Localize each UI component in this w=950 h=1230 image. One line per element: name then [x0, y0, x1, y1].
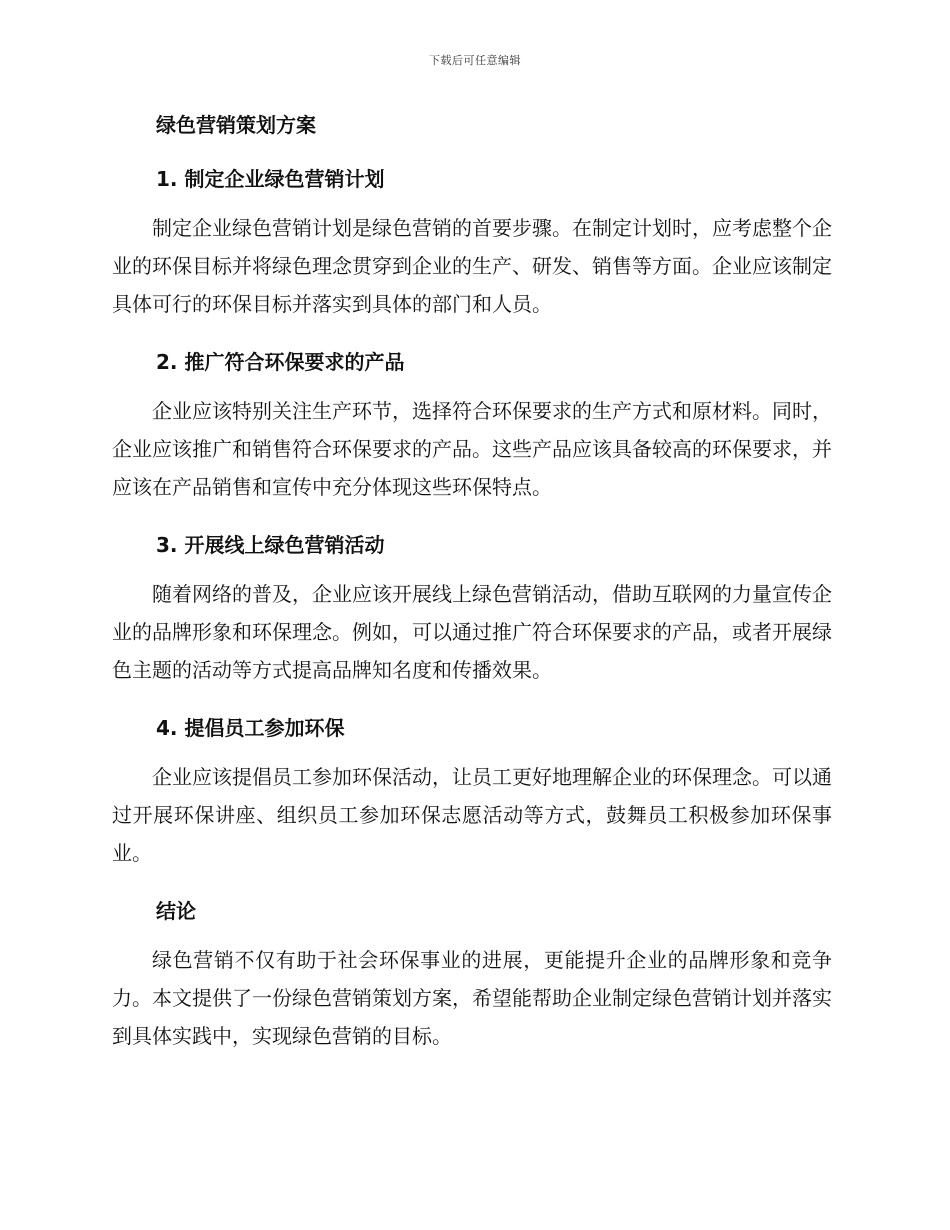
document-title: 绿色营销策划方案: [156, 113, 316, 137]
section-paragraph: 企业应该提倡员工参加环保活动，让员工更好地理解企业的环保理念。可以通过开展环保讲座、组织员工参加环保志愿活动等方式，鼓舞员工积极参加环保事业。: [112, 765, 832, 865]
section-heading: 3. 开展线上绿色营销活动: [156, 533, 385, 557]
document-body: [112, 110, 832, 1055]
page-header-note: 下载后可任意编辑: [429, 54, 521, 67]
section-heading: 2. 推广符合环保要求的产品: [156, 350, 405, 374]
section-paragraph: 企业应该特别关注生产环节，选择符合环保要求的生产方式和原材料。同时，企业应该推广和销售符合环保要求的产品。这些产品应该具备较高的环保要求，并应该在产品销售和宣传中充分体现这些环保特点。: [112, 399, 832, 499]
section-paragraph: 制定企业绿色营销计划是绿色营销的首要步骤。在制定计划时，应考虑整个企业的环保目标并将绿色理念贯穿到企业的生产、研发、销售等方面。企业应该制定具体可行的环保目标并落实到具体的部门和人员。: [112, 216, 832, 316]
section-paragraph: 随着网络的普及，企业应该开展线上绿色营销活动，借助互联网的力量宣传企业的品牌形象和环保理念。例如，可以通过推广符合环保要求的产品，或者开展绿色主题的活动等方式提高品牌知名度和传播效果。: [112, 582, 832, 682]
conclusion-paragraph: 绿色营销不仅有助于社会环保事业的进展，更能提升企业的品牌形象和竞争力。本文提供了一份绿色营销策划方案，希望能帮助企业制定绿色营销计划并落实到具体实践中，实现绿色营销的目标。: [112, 948, 832, 1048]
conclusion-heading: 结论: [156, 899, 196, 923]
section-heading: 1. 制定企业绿色营销计划: [156, 167, 385, 191]
section-heading: 4. 提倡员工参加环保: [156, 716, 345, 740]
